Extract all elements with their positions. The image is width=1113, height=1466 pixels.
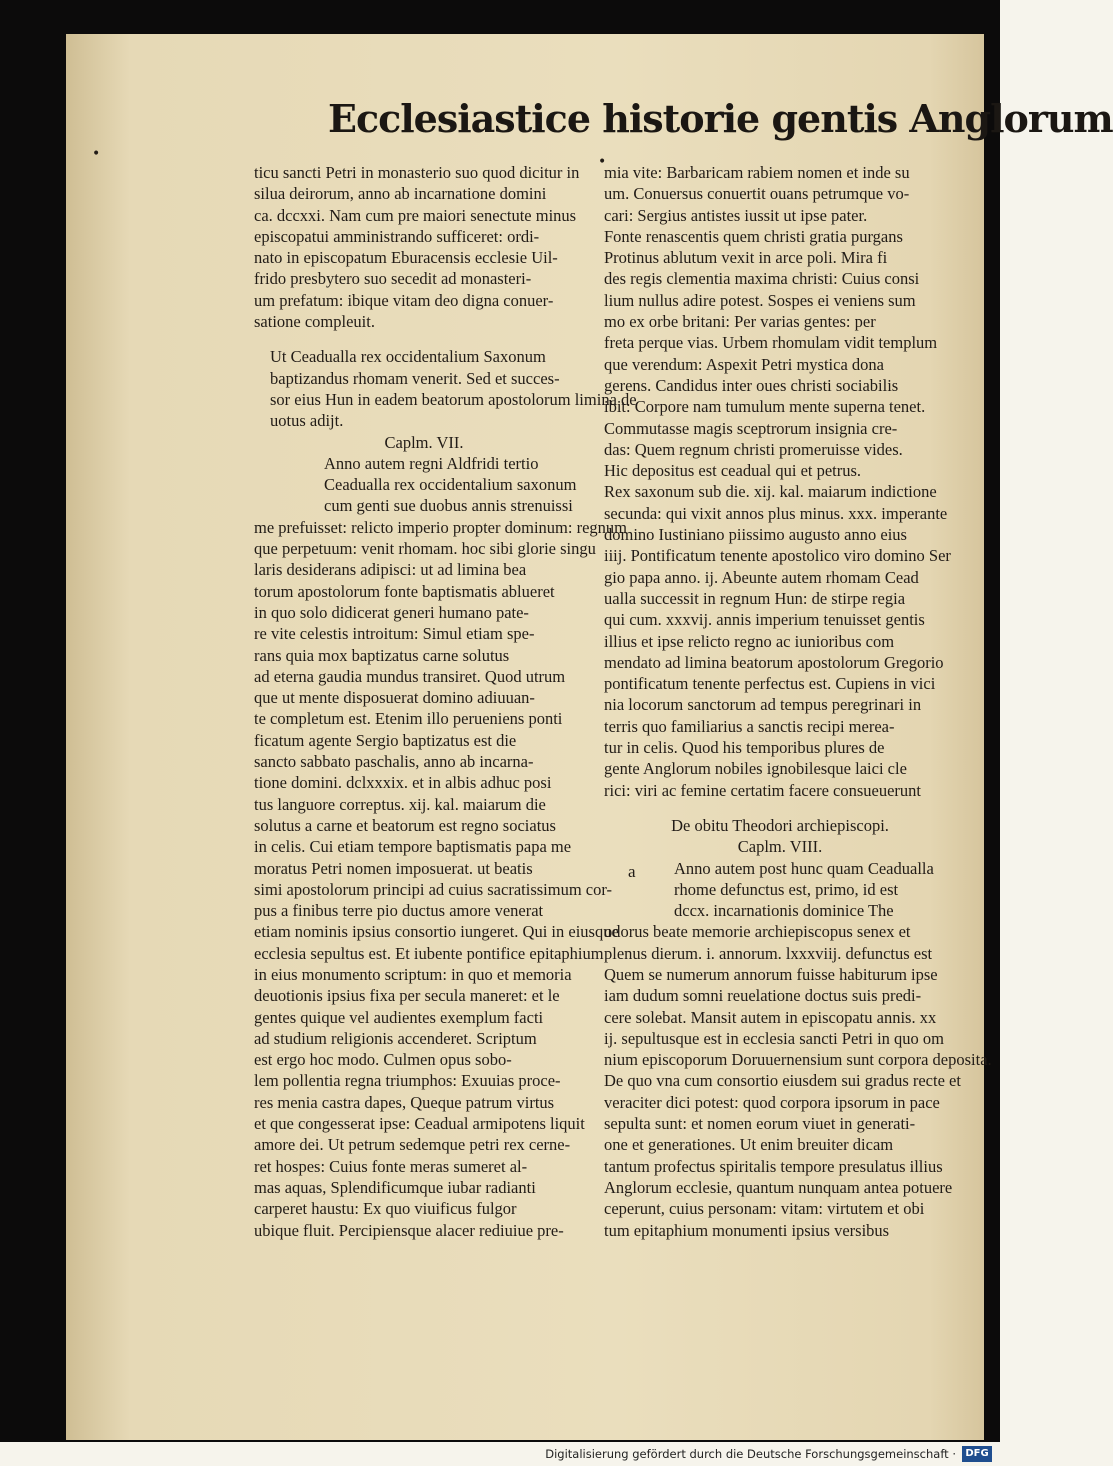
text-line: Ut Ceadualla rex occidentalium Saxonum	[270, 347, 546, 367]
text-line: episcopatui amministrando sufficeret: ordi-	[254, 226, 540, 246]
text-line: ibit: Corpore nam tumulum mente superna tenet.	[604, 397, 926, 417]
text-line: Ceadualla rex occidentalium saxonum	[324, 475, 577, 495]
text-line: dccx. incarnationis dominice The	[674, 901, 894, 921]
right-column	[604, 162, 992, 1241]
text-line: tus languore correptus. xij. kal. maiarum die	[254, 794, 546, 814]
text-line: domino Iustiniano piissimo augusto anno eius	[604, 525, 907, 545]
text-line: mo ex orbe britani: Per varias gentes: per	[604, 312, 876, 332]
text-line: re vite celestis introitum: Simul etiam spe-	[254, 624, 535, 644]
text-line: rans quia mox baptizatus carne solutus	[254, 645, 510, 665]
text-line: secunda: qui vixit annos plus minus. xxx. imperante	[604, 503, 948, 523]
text-line: deuotionis ipsius fixa per secula maneret: et le	[254, 986, 560, 1006]
text-line: res menia castra dapes, Queque patrum virtus	[254, 1092, 555, 1112]
text-line: sepulta sunt: et nomen eorum viuet in generati-	[604, 1114, 916, 1134]
text-line: simi apostolorum principi ad cuius sacratissimum cor-	[254, 879, 613, 899]
text-line: Hic depositus est ceadual qui et petrus.	[604, 461, 862, 481]
text-line: est ergo hoc modo. Culmen opus sobo-	[254, 1050, 512, 1070]
text-line: que perpetuum: venit rhomam. hoc sibi glorie singu	[254, 539, 596, 559]
text-line: Fonte renascentis quem christi gratia purgans	[604, 226, 903, 246]
text-line: Quem se numerum annorum fuisse habiturum ipse	[604, 964, 938, 984]
text-line: etiam nominis ipsius consortio iungeret. Qui in eiusque	[254, 922, 619, 942]
text-line: illius et ipse relicto regno ac iunioribus com	[604, 631, 895, 651]
ink-mark: •	[92, 146, 101, 162]
left-paragraph-1	[254, 162, 594, 332]
text-line: um. Conuersus conuertit ouans petrumque vo-	[604, 184, 910, 204]
text-line: ficatum agente Sergio baptizatus est die	[254, 730, 517, 750]
text-line: ticu sancti Petri in monasterio suo quod dicitur in	[254, 163, 580, 182]
text-line: iiij. Pontificatum tenente apostolico viro domino Ser	[604, 546, 951, 566]
text-line: uotus adijt.	[270, 411, 344, 431]
text-line: ubique fluit. Percipiensque alacer rediuiue pre-	[254, 1220, 564, 1240]
text-line: mia vite: Barbaricam rabiem nomen et inde su	[604, 163, 910, 182]
text-line: Commutasse magis sceptrorum insignia cre-	[604, 418, 898, 438]
text-line: laris desiderans adipisci: ut ad limina bea	[254, 560, 527, 580]
text-line: que verendum: Aspexit Petri mystica dona	[604, 354, 884, 374]
text-line: Protinus ablutum vexit in arce poli. Mira fi	[604, 248, 888, 268]
text-line: ceperunt, cuius personam: vitam: virtutem et obi	[604, 1199, 925, 1219]
text-line: ualla successit in regnum Hun: de stirpe regia	[604, 588, 906, 608]
text-line: tum epitaphium monumenti ipsius versibus	[604, 1220, 890, 1240]
text-line: cum genti sue duobus annis strenuissi	[324, 496, 573, 516]
text-line: et que congesserat ipse: Ceadual armipotens liquit	[254, 1114, 585, 1134]
text-line: Anno autem post hunc quam Ceadualla	[674, 858, 934, 878]
text-line: tione domini. dclxxxix. et in albis adhuc posi	[254, 773, 552, 793]
text-line: nia locorum sanctorum ad tempus peregrinari in	[604, 695, 922, 715]
text-line: freta perque vias. Urbem rhomulam vidit templum	[604, 333, 938, 353]
ink-mark: •	[598, 154, 607, 170]
margin-note-a: a	[628, 862, 636, 881]
text-line: frido presbytero suo secedit ad monasteri-	[254, 269, 532, 289]
text-line: cari: Sergius antistes iussit ut ipse pater.	[604, 205, 868, 225]
text-line: des regis clementia maxima christi: Cuius consi	[604, 269, 920, 289]
right-paragraph-2	[604, 921, 992, 1240]
text-line: tur in celis. Quod his temporibus plures de	[604, 738, 885, 758]
left-paragraph-2	[254, 517, 627, 1241]
left-paragraph-2-opening	[254, 453, 594, 517]
text-line: sor eius Hun in eadem beatorum apostolorum limina de	[270, 389, 637, 409]
text-line: in celis. Cui etiam tempore baptismatis papa me	[254, 837, 572, 857]
text-line: ecclesia sepultus est. Et iubente pontifice epitaphium	[254, 943, 604, 963]
text-line: Anglorum ecclesie, quantum nunquam antea potuere	[604, 1177, 953, 1197]
funding-credit: Digitalisierung gefördert durch die Deutsche Forschungsgemeinschaft ·	[545, 1447, 956, 1461]
running-head: Ecclesiastice historie gentis Anglorum	[328, 96, 1113, 141]
text-line: te completum est. Etenim illo perueniens ponti	[254, 709, 563, 729]
chapter-number-vii: Caplm. VII.	[384, 432, 464, 452]
chapter-heading-viii: De obitu Theodori archiepiscopi.	[671, 815, 889, 835]
text-line: mas aquas, Splendificumque iubar radianti	[254, 1177, 536, 1197]
text-line: que ut mente disposuerat domino adiuuan-	[254, 688, 535, 708]
text-line: ad studium religionis accenderet. Scriptum	[254, 1028, 537, 1048]
text-line: moratus Petri nomen imposuerat. ut beatis	[254, 858, 533, 878]
text-line: ca. dccxxi. Nam cum pre maiori senectute minus	[254, 205, 577, 225]
text-line: in eius monumento scriptum: in quo et memoria	[254, 964, 572, 984]
text-line: pontificatum tenente perfectus est. Cupiens in vici	[604, 674, 936, 694]
chapter-heading-vii	[254, 346, 637, 431]
text-line: baptizandus rhomam venerit. Sed et succes-	[270, 368, 560, 388]
dfg-logo: DFG	[962, 1446, 992, 1462]
text-line: rhome defunctus est, primo, id est	[674, 879, 899, 899]
text-line: nium episcoporum Doruuernensium sunt corpora deposita.	[604, 1050, 992, 1070]
text-line: odorus beate memorie archiepiscopus senex et	[604, 922, 911, 942]
text-line: Rex saxonum sub die. xij. kal. maiarum indictione	[604, 482, 937, 502]
text-line: qui cum. xxxvij. annis imperium tenuisset gentis	[604, 610, 925, 630]
text-line: cere solebat. Mansit autem in episcopatu annis. xx	[604, 1007, 937, 1027]
text-line: Anno autem regni Aldfridi tertio	[324, 453, 539, 473]
text-line: silua deirorum, anno ab incarnatione domini	[254, 184, 547, 204]
text-line: das: Quem regnum christi promeruisse vides.	[604, 439, 903, 459]
text-line: carperet haustu: Ex quo viuificus fulgor	[254, 1199, 517, 1219]
text-line: amore dei. Ut petrum sedemque petri rex cerne-	[254, 1135, 571, 1155]
text-line: me prefuisset: relicto imperio propter dominum: regnum	[254, 517, 627, 537]
left-column	[254, 162, 637, 1241]
text-line: satione compleuit.	[254, 312, 375, 332]
text-line: terris quo familiarius a sanctis recipi merea-	[604, 716, 895, 736]
book-page	[66, 34, 1113, 1440]
text-line: sancto sabbato paschalis, anno ab incarna-	[254, 752, 534, 772]
text-line: iam dudum somni reuelatione doctus suis predi-	[604, 986, 922, 1006]
text-line: pus a finibus terre pio ductus amore venerat	[254, 901, 544, 921]
text-line: torum apostolorum fonte baptismatis ablueret	[254, 581, 555, 601]
right-paragraph-2-opening	[604, 858, 956, 922]
text-line: rici: viri ac femine certatim facere consueuerunt	[604, 780, 921, 800]
text-line: one et generationes. Ut enim breuiter dicam	[604, 1135, 894, 1155]
text-line: solutus a carne et beatorum est regno sociatus	[254, 815, 556, 835]
text-line: veraciter dici potest: quod corpora ipsorum in pace	[604, 1092, 940, 1112]
text-line: gio papa anno. ij. Abeunte autem rhomam Cead	[604, 567, 919, 587]
text-line: plenus dierum. i. annorum. lxxxviij. defunctus est	[604, 943, 933, 963]
right-paragraph-1	[604, 162, 956, 801]
text-line: lium nullus adire potest. Sospes ei veniens sum	[604, 290, 916, 310]
chapter-number-viii: Caplm. VIII.	[737, 837, 823, 857]
text-line: gente Anglorum nobiles ignobilesque laici cle	[604, 759, 907, 779]
text-line: nato in episcopatum Eburacensis ecclesie Uil-	[254, 248, 558, 268]
text-line: gentes quique vel audientes exemplum facti	[254, 1007, 544, 1027]
text-line: ret hospes: Cuius fonte meras sumeret al-	[254, 1156, 528, 1176]
text-line: gerens. Candidus inter oues christi sociabilis	[604, 375, 899, 395]
text-line: in quo solo didicerat generi humano pate-	[254, 602, 529, 622]
text-line: mendato ad limina beatorum apostolorum Gregorio	[604, 652, 944, 672]
text-line: um prefatum: ibique vitam deo digna conuer-	[254, 290, 554, 310]
footer-bar	[0, 1442, 1000, 1466]
text-line: ad eterna gaudia mundus transiret. Quod utrum	[254, 666, 566, 686]
text-line: ij. sepultusque est in ecclesia sancti Petri in quo om	[604, 1028, 945, 1048]
text-line: tantum profectus spiritalis tempore presulatus illius	[604, 1156, 943, 1176]
text-line: lem pollentia regna triumphos: Exuuias proce-	[254, 1071, 561, 1091]
text-line: De quo vna cum consortio eiusdem sui gradus recte et	[604, 1071, 961, 1091]
